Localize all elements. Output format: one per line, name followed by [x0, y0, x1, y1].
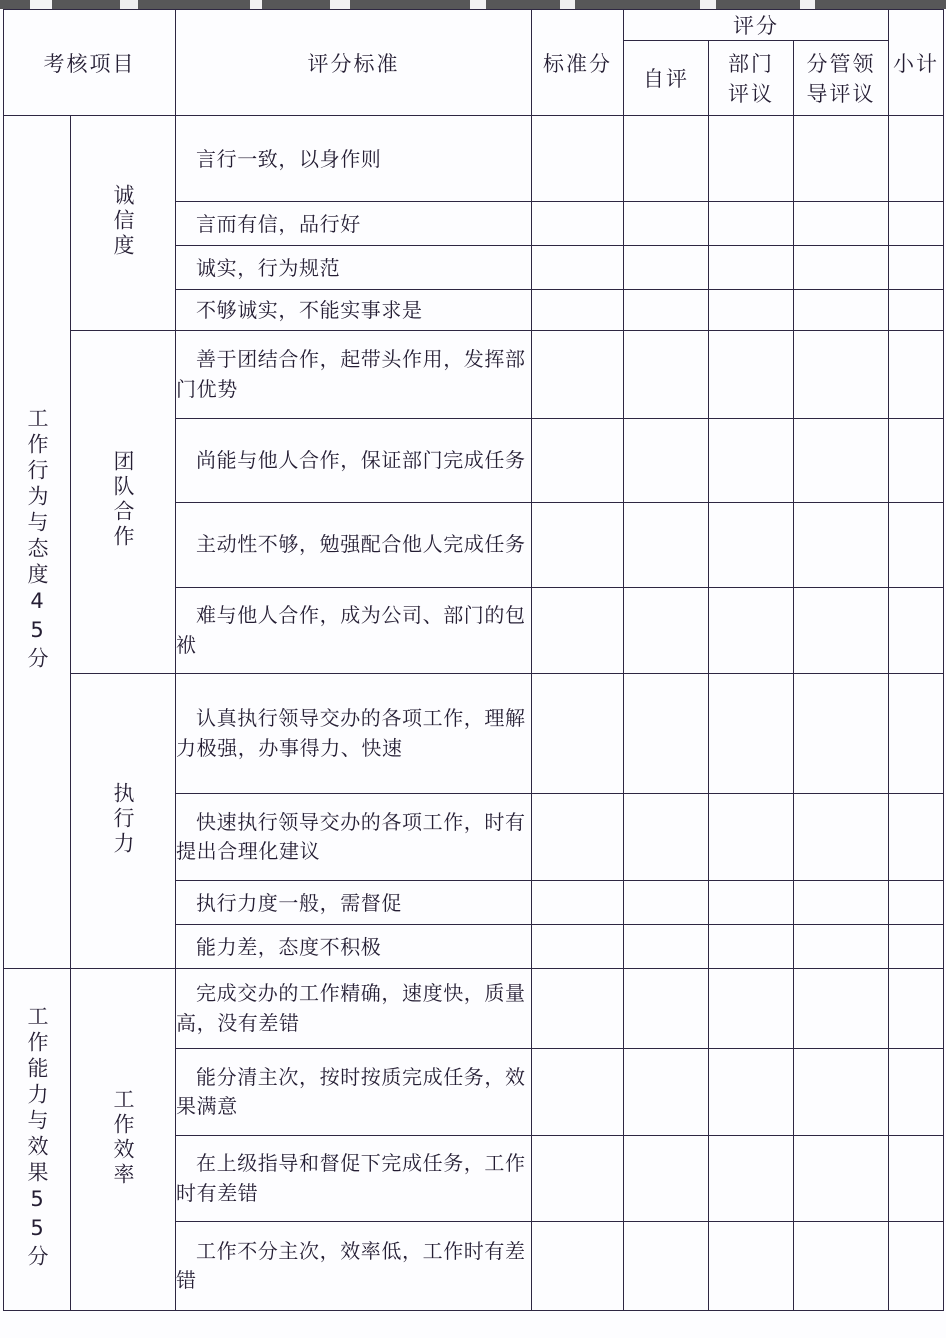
leader-eval-cell[interactable]: [794, 969, 889, 1049]
subtotal-cell[interactable]: [889, 246, 944, 290]
standard-score-cell[interactable]: [532, 116, 624, 202]
dept-eval-cell[interactable]: [709, 419, 794, 503]
header-leader-eval: 分管领 导评议: [794, 41, 889, 116]
table-row: [4, 331, 944, 419]
self-eval-cell[interactable]: [624, 419, 709, 503]
group-label-teamwork: 团队合作: [71, 331, 176, 674]
table-header-row: [4, 10, 944, 41]
group-label-execution: 执行力: [71, 674, 176, 969]
leader-eval-cell[interactable]: [794, 1222, 889, 1311]
scan-artifact-strip: [0, 0, 946, 9]
evaluation-table: [3, 9, 944, 1311]
header-subtotal: 小计: [889, 10, 944, 116]
leader-eval-cell[interactable]: [794, 503, 889, 588]
standard-score-cell[interactable]: [532, 1049, 624, 1136]
subtotal-cell[interactable]: [889, 588, 944, 674]
leader-eval-cell[interactable]: [794, 419, 889, 503]
standard-score-cell[interactable]: [532, 674, 624, 794]
dept-eval-cell[interactable]: [709, 1136, 794, 1222]
standard-score-cell[interactable]: [532, 246, 624, 290]
leader-eval-cell[interactable]: [794, 246, 889, 290]
self-eval-cell[interactable]: [624, 116, 709, 202]
group-label-work-efficiency: 工作效率: [71, 969, 176, 1311]
self-eval-cell[interactable]: [624, 1136, 709, 1222]
self-eval-cell[interactable]: [624, 588, 709, 674]
dept-eval-cell[interactable]: [709, 503, 794, 588]
criteria-cell: 言而有信，品行好: [176, 202, 532, 246]
self-eval-cell[interactable]: [624, 503, 709, 588]
leader-eval-cell[interactable]: [794, 1049, 889, 1136]
subtotal-cell[interactable]: [889, 419, 944, 503]
header-score-group: 评分: [624, 10, 889, 41]
header-criteria: 评分标准: [176, 10, 532, 116]
dept-eval-cell[interactable]: [709, 1049, 794, 1136]
header-self-eval: 自评: [624, 41, 709, 116]
leader-eval-cell[interactable]: [794, 794, 889, 881]
dept-eval-cell[interactable]: [709, 290, 794, 331]
leader-eval-cell[interactable]: [794, 674, 889, 794]
subtotal-cell[interactable]: [889, 925, 944, 969]
self-eval-cell[interactable]: [624, 1049, 709, 1136]
self-eval-cell[interactable]: [624, 290, 709, 331]
header-standard-score: 标准分: [532, 10, 624, 116]
self-eval-cell[interactable]: [624, 925, 709, 969]
criteria-cell: 执行力度一般，需督促: [176, 881, 532, 925]
leader-eval-cell[interactable]: [794, 588, 889, 674]
standard-score-cell[interactable]: [532, 1222, 624, 1311]
dept-eval-cell[interactable]: [709, 1222, 794, 1311]
criteria-cell: 尚能与他人合作，保证部门完成任务: [176, 419, 532, 503]
criteria-cell: 能分清主次，按时按质完成任务，效果满意: [176, 1049, 532, 1136]
table-row: [4, 116, 944, 202]
subtotal-cell[interactable]: [889, 503, 944, 588]
subtotal-cell[interactable]: [889, 331, 944, 419]
subtotal-cell[interactable]: [889, 1136, 944, 1222]
group-label-integrity: 诚信度: [71, 116, 176, 331]
standard-score-cell[interactable]: [532, 881, 624, 925]
leader-eval-cell[interactable]: [794, 290, 889, 331]
dept-eval-cell[interactable]: [709, 202, 794, 246]
dept-eval-cell[interactable]: [709, 674, 794, 794]
criteria-cell: 工作不分主次，效率低，工作时有差错: [176, 1222, 532, 1311]
self-eval-cell[interactable]: [624, 331, 709, 419]
header-item: 考核项目: [4, 10, 176, 116]
criteria-cell: 主动性不够，勉强配合他人完成任务: [176, 503, 532, 588]
subtotal-cell[interactable]: [889, 674, 944, 794]
dept-eval-cell[interactable]: [709, 925, 794, 969]
section-label-work-attitude: 工作行为与态度45分: [4, 116, 71, 969]
criteria-cell: 不够诚实，不能实事求是: [176, 290, 532, 331]
self-eval-cell[interactable]: [624, 674, 709, 794]
standard-score-cell[interactable]: [532, 202, 624, 246]
self-eval-cell[interactable]: [624, 969, 709, 1049]
standard-score-cell[interactable]: [532, 331, 624, 419]
standard-score-cell[interactable]: [532, 588, 624, 674]
subtotal-cell[interactable]: [889, 1222, 944, 1311]
dept-eval-cell[interactable]: [709, 588, 794, 674]
leader-eval-cell[interactable]: [794, 925, 889, 969]
subtotal-cell[interactable]: [889, 1049, 944, 1136]
leader-eval-cell[interactable]: [794, 331, 889, 419]
standard-score-cell[interactable]: [532, 925, 624, 969]
leader-eval-cell[interactable]: [794, 202, 889, 246]
criteria-cell: 难与他人合作，成为公司、部门的包袱: [176, 588, 532, 674]
criteria-cell: 认真执行领导交办的各项工作，理解力极强，办事得力、快速: [176, 674, 532, 794]
subtotal-cell[interactable]: [889, 881, 944, 925]
standard-score-cell[interactable]: [532, 794, 624, 881]
self-eval-cell[interactable]: [624, 1222, 709, 1311]
standard-score-cell[interactable]: [532, 290, 624, 331]
standard-score-cell[interactable]: [532, 419, 624, 503]
self-eval-cell[interactable]: [624, 202, 709, 246]
self-eval-cell[interactable]: [624, 246, 709, 290]
criteria-cell: 完成交办的工作精确，速度快，质量高，没有差错: [176, 969, 532, 1049]
leader-eval-cell[interactable]: [794, 881, 889, 925]
dept-eval-cell[interactable]: [709, 331, 794, 419]
leader-eval-cell[interactable]: [794, 1136, 889, 1222]
standard-score-cell[interactable]: [532, 969, 624, 1049]
subtotal-cell[interactable]: [889, 794, 944, 881]
criteria-cell: 言行一致，以身作则: [176, 116, 532, 202]
dept-eval-cell[interactable]: [709, 969, 794, 1049]
standard-score-cell[interactable]: [532, 503, 624, 588]
table-row: [4, 674, 944, 794]
subtotal-cell[interactable]: [889, 969, 944, 1049]
dept-eval-cell[interactable]: [709, 116, 794, 202]
criteria-cell: 能力差，态度不积极: [176, 925, 532, 969]
subtotal-cell[interactable]: [889, 116, 944, 202]
self-eval-cell[interactable]: [624, 794, 709, 881]
self-eval-cell[interactable]: [624, 881, 709, 925]
criteria-cell: 在上级指导和督促下完成任务，工作时有差错: [176, 1136, 532, 1222]
criteria-cell: 善于团结合作，起带头作用，发挥部门优势: [176, 331, 532, 419]
subtotal-cell[interactable]: [889, 290, 944, 331]
criteria-cell: 诚实，行为规范: [176, 246, 532, 290]
subtotal-cell[interactable]: [889, 202, 944, 246]
dept-eval-cell[interactable]: [709, 794, 794, 881]
section-label-work-ability: 工作能力与效果55分: [4, 969, 71, 1311]
table-row: [4, 969, 944, 1049]
criteria-cell: 快速执行领导交办的各项工作，时有提出合理化建议: [176, 794, 532, 881]
dept-eval-cell[interactable]: [709, 881, 794, 925]
dept-eval-cell[interactable]: [709, 246, 794, 290]
standard-score-cell[interactable]: [532, 1136, 624, 1222]
header-dept-eval: 部门 评议: [709, 41, 794, 116]
leader-eval-cell[interactable]: [794, 116, 889, 202]
